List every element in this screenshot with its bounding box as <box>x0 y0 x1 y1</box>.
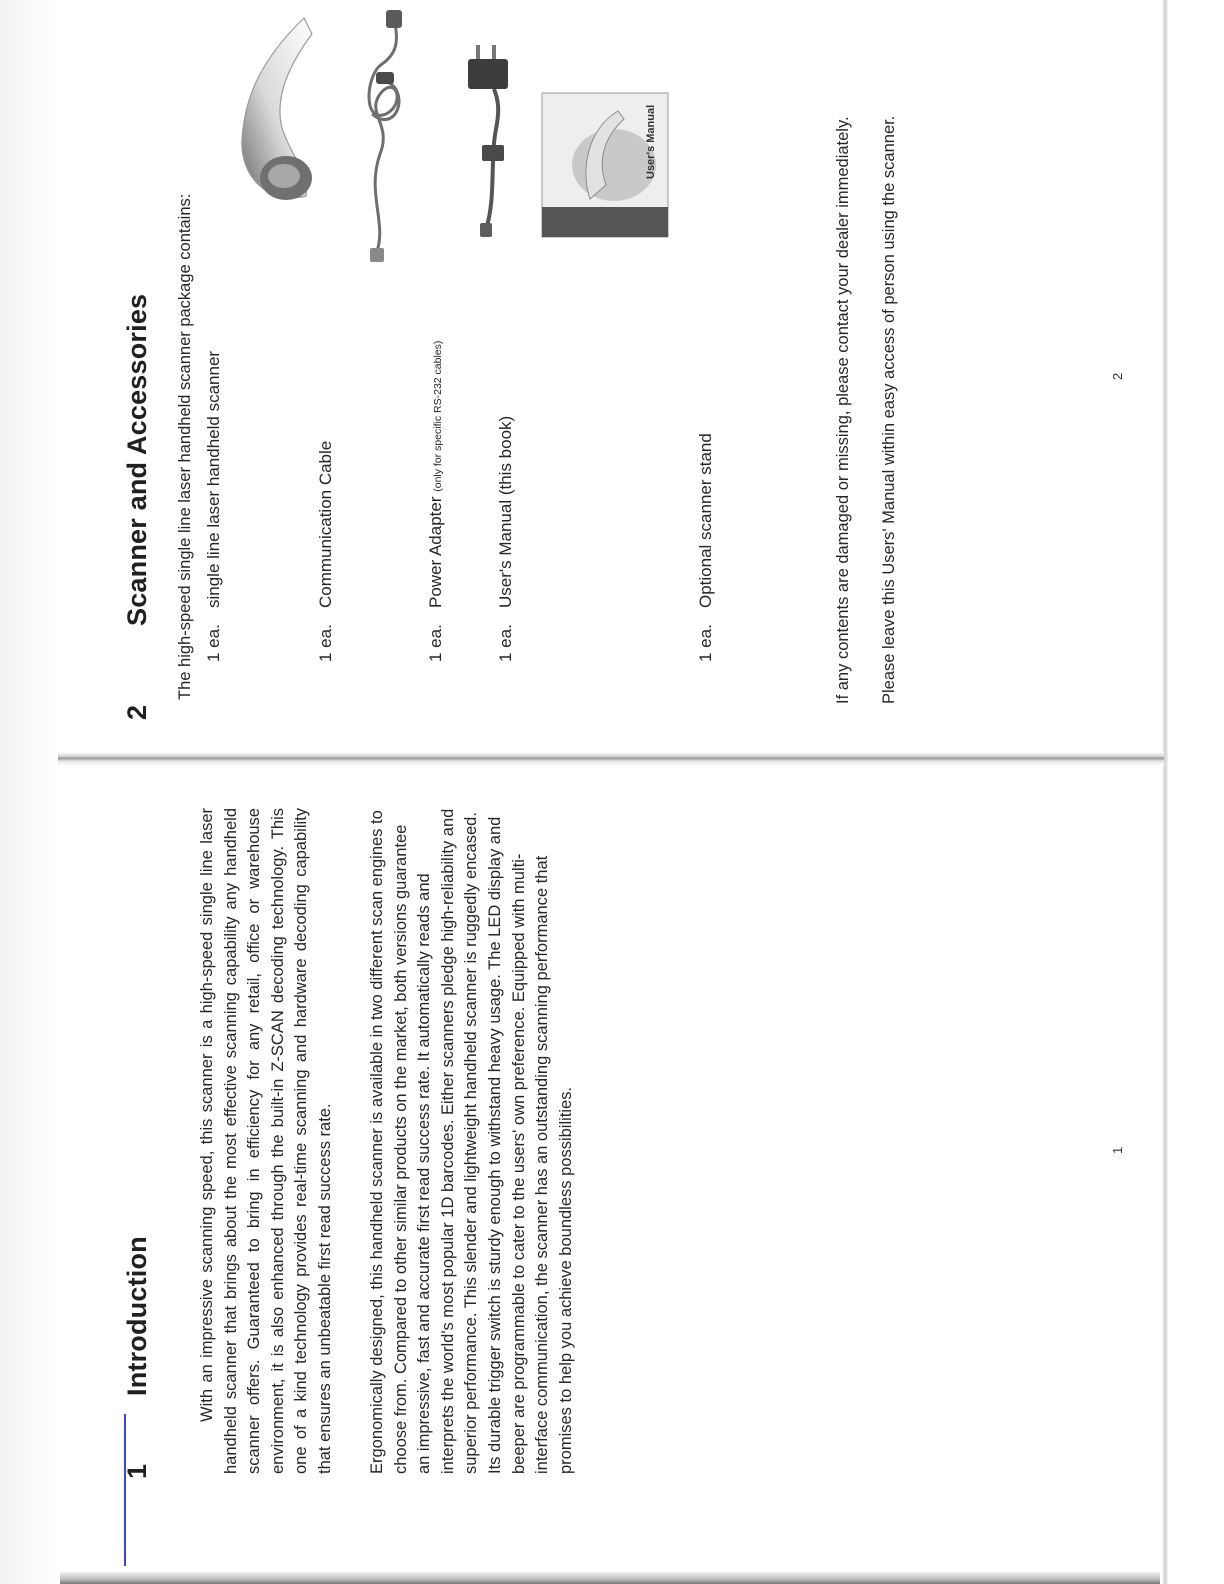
intro-paragraph-1: With an impressive scanning speed, this scanner is a high-speed single line laser handheld scanner that brings about the most effective scanning capability any handheld scanner offers. Guaranteed to bring in efficiency for any retail, office or warehouse environment, it is also enhanced through the built-in Z-SCAN decoding technology. This one of a kind technology provides real-time scanning and hardware decoding capability that ensures an unbeatable first read success rate. <box>198 808 334 1474</box>
item-qty: 1 ea. <box>316 624 335 662</box>
item-qty: 1 ea. <box>696 624 715 662</box>
users-manual-image <box>540 89 672 239</box>
item-qty: 1 ea. <box>426 624 445 662</box>
damaged-contents-note: If any contents are damaged or missing, please contact your dealer immediately. <box>834 116 852 704</box>
item-label: Communication Cable <box>316 440 335 608</box>
item-note: (only for specific RS-232 cables) <box>432 340 444 492</box>
item-label: User's Manual (this book) <box>496 415 515 608</box>
page-top-edge <box>0 0 58 1584</box>
item-label: Optional scanner stand <box>696 433 715 608</box>
communication-cable-image <box>336 4 446 264</box>
power-adapter-image <box>446 29 536 239</box>
item-label: single line laser handheld scanner <box>204 350 223 608</box>
page-outer-edge <box>60 1572 1160 1584</box>
chapter-number: 1 <box>122 1463 152 1479</box>
book-spine <box>58 752 1164 766</box>
page-number: 1 <box>1110 1146 1125 1154</box>
item-qty: 1 ea. <box>496 624 515 662</box>
chapter-title: Introduction <box>122 1236 152 1396</box>
blue-mark-line <box>124 1414 126 1566</box>
item-label-text: Power Adapter <box>426 496 445 608</box>
item-label <box>426 341 446 608</box>
package-intro: The high-speed single line laser handheld scanner package contains: <box>176 193 194 700</box>
handheld-scanner-image <box>186 14 346 214</box>
chapter-number: 2 <box>122 704 152 720</box>
page-bottom-edge <box>1162 0 1168 1584</box>
keep-manual-note: Please leave this Users' Manual within easy access of person using the scanner. <box>880 115 898 704</box>
chapter-title: Scanner and Accessories <box>122 293 152 626</box>
page-number: 2 <box>1110 372 1125 380</box>
intro-paragraph-2: Ergonomically designed, this handheld scanner is available in two different scan engines to choose from. Compared to other similar products on the market, both versions guarantee an impressive, fast and accurate first read success rate. It automatically reads and interprets the world's most popular 1D barcodes. Either scanners pledge high-reliability and superior performance. This slender and lightweight handheld scanner is ruggedly encased. Its durable trigger switch is sturdy enough to withstand heavy usage. The LED display and beeper are programmable to cater to the users' own preference. Equipped with multi-interface communication, the scanner has an outstanding scanning performance that promises to help you achieve boundless possibilities. <box>368 808 575 1474</box>
manual-cover-title: User's Manual <box>645 104 657 179</box>
item-qty: 1 ea. <box>204 624 223 662</box>
